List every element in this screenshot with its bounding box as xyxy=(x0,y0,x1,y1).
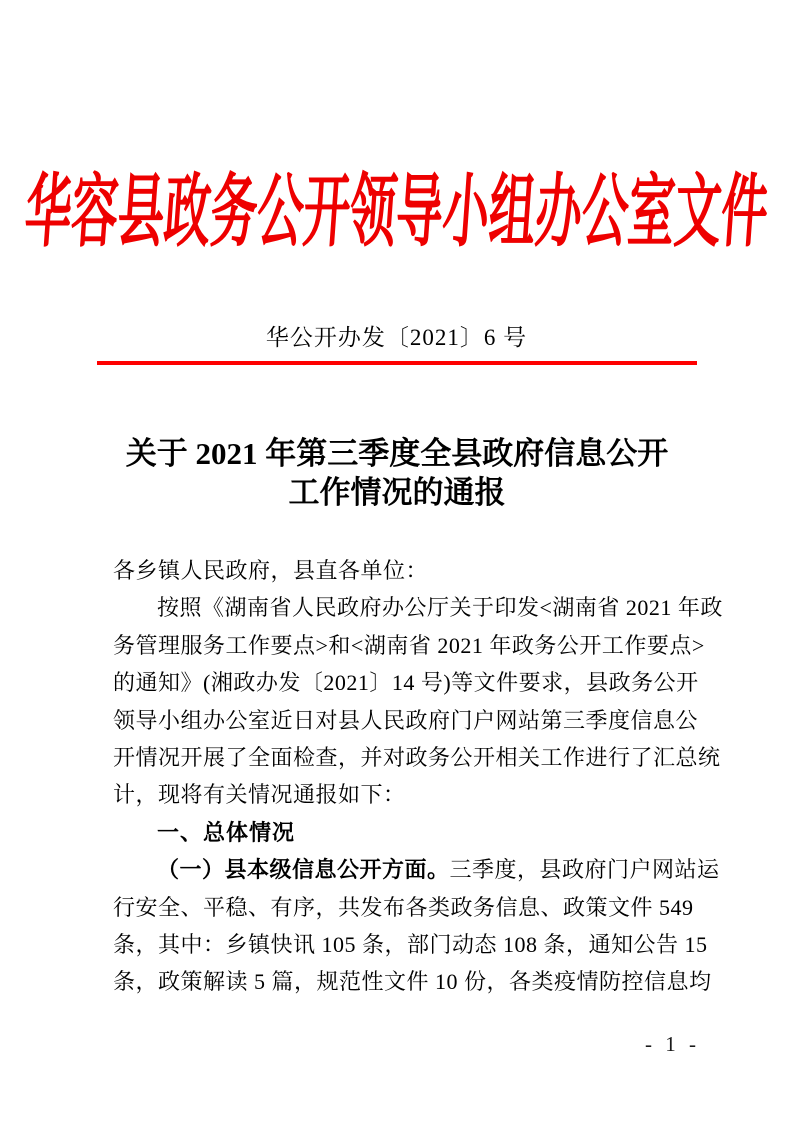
document-title xyxy=(97,434,697,512)
document-number: 华公开办发〔2021〕6 号 xyxy=(265,325,528,350)
body-line: 开情况开展了全面检查，并对政务公开相关工作进行了汇总统 xyxy=(113,744,721,770)
body-line: 条，其中：乡镇快讯 105 条，部门动态 108 条，通知公告 15 xyxy=(113,931,708,957)
document-title-line2: 工作情况的通报 xyxy=(288,475,506,510)
document-body xyxy=(113,552,723,1001)
body-line: 的通知》(湘政办发〔2021〕14 号)等文件要求，县政务公开 xyxy=(113,670,699,696)
letterhead-banner xyxy=(0,148,793,260)
body-line-text: 三季度，县政府门户网站运 xyxy=(449,857,720,883)
body-line: 计，现将有关情况通报如下： xyxy=(113,782,406,808)
subsection-heading-bold: （一）县本级信息公开方面。 xyxy=(157,857,450,883)
section-heading: 一、总体情况 xyxy=(157,819,296,845)
red-divider-line xyxy=(97,361,697,365)
document-title-line1: 关于 2021 年第三季度全县政府信息公开 xyxy=(125,436,669,471)
body-line: 领导小组办公室近日对县人民政府门户网站第三季度信息公 xyxy=(113,707,699,733)
body-line: 按照《湖南省人民政府办公厅关于印发<湖南省 2021 年政 xyxy=(157,595,723,621)
body-line xyxy=(113,851,720,888)
body-line: 行安全、平稳、有序，共发布各类政务信息、政策文件 549 xyxy=(113,894,694,920)
letterhead-banner-title: 华容县政务公开领导小组办公室文件 xyxy=(21,168,771,257)
salutation-line: 各乡镇人民政府，县直各单位： xyxy=(113,558,429,583)
body-line: 务管理服务工作要点>和<湖南省 2021 年政务公开工作要点> xyxy=(113,632,705,658)
body-line: 条，政策解读 5 篇，规范性文件 10 份，各类疫情防控信息均 xyxy=(113,969,712,995)
page-number: - 1 - xyxy=(645,1032,700,1056)
